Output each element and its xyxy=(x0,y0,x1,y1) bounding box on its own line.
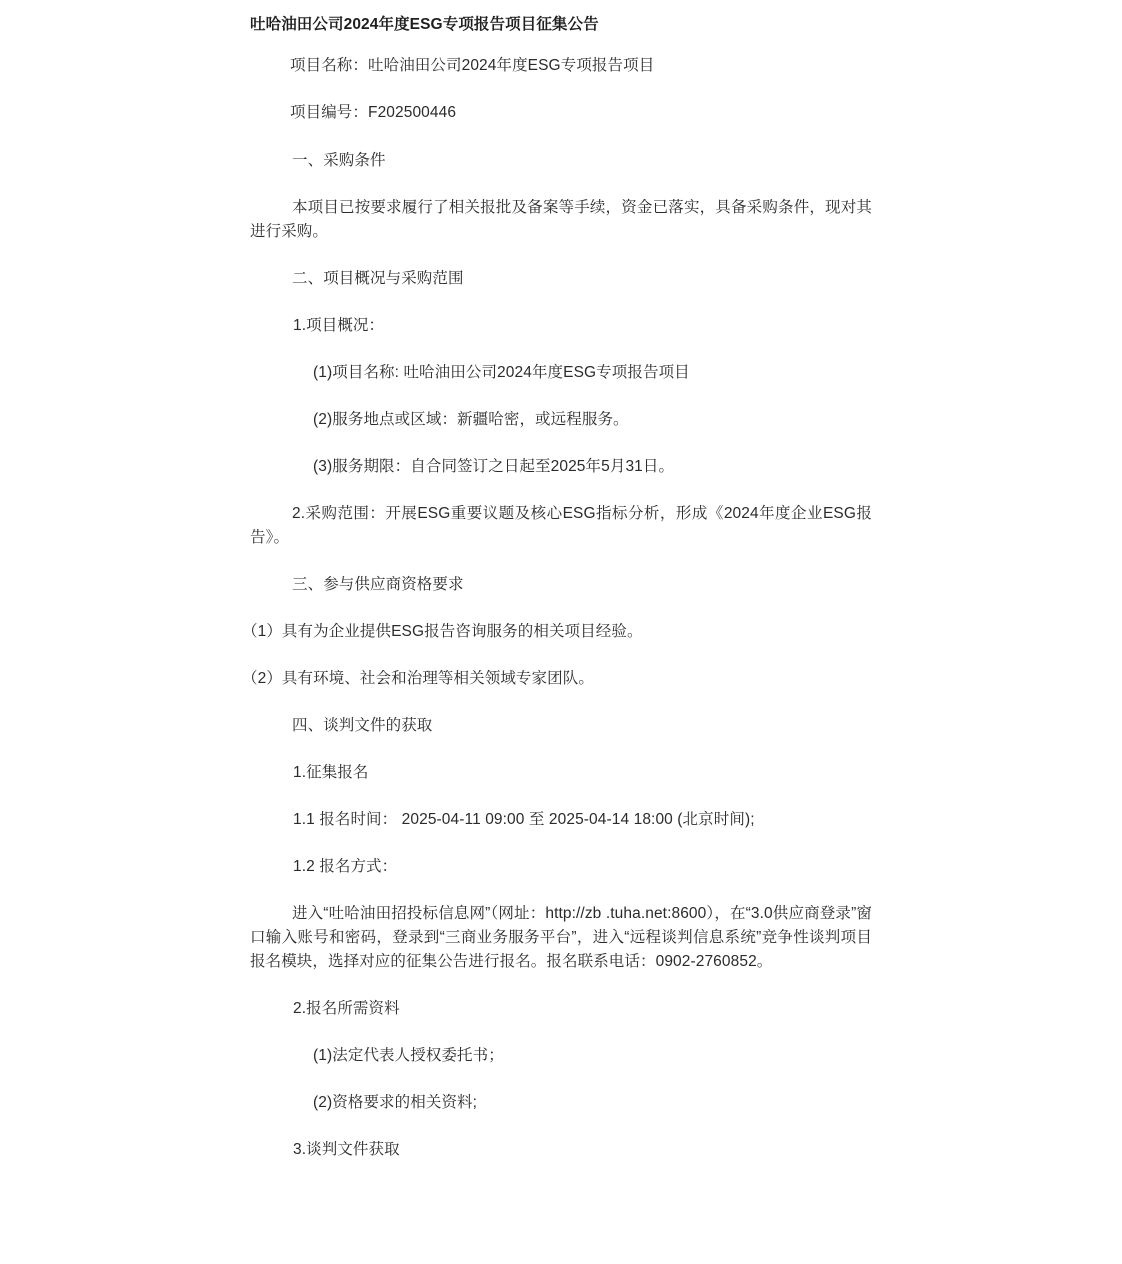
registration-time-line: 1.1 报名时间： 2025-04-11 09:00 至 2025-04-14 18:00 (北京时间); xyxy=(293,810,755,828)
section-four-item-2-sub-1: (1)法定代表人授权委托书； xyxy=(313,1046,504,1064)
registration-method-body: 进入“吐哈油田招投标信息网”（网址：http://zb .tuha.net:8600），在“3.0供应商登录”窗口输入账号和密码，登录到“三商业务服务平台”，进入“远程谈判信息系统”竞争性谈判项目报名模块，选择对应的征集公告进行报名。报名联系电话：0902-2760852。 xyxy=(250,904,872,970)
section-four-item-1: 1.征集报名 xyxy=(293,763,369,781)
section-four-item-2-sub-2: (2)资格要求的相关资料; xyxy=(313,1093,478,1111)
section-heading-one: 一、采购条件 xyxy=(292,151,386,169)
project-number-line: 项目编号：F202500446 xyxy=(290,104,457,122)
page-title: 吐哈油田公司2024年度ESG专项报告项目征集公告 xyxy=(250,16,599,33)
section-two-item-2: 2.采购范围：开展ESG重要议题及核心ESG指标分析，形成《2024年度企业ESG报告》。 xyxy=(250,504,872,546)
section-two-item-1-sub-1: (1)项目名称: 吐哈油田公司2024年度ESG专项报告项目 xyxy=(313,363,690,381)
section-two-item-1-sub-2: (2)服务地点或区域：新疆哈密，或远程服务。 xyxy=(313,410,629,428)
section-two-item-1-sub-3: (3)服务期限：自合同签订之日起至2025年5月31日。 xyxy=(313,457,675,475)
section-two-item-1: 1.项目概况： xyxy=(293,316,385,334)
section-heading-four: 四、谈判文件的获取 xyxy=(292,716,433,734)
section-three-item-1: （1）具有为企业提供ESG报告咨询服务的相关项目经验。 xyxy=(242,622,643,640)
section-four-item-3: 3.谈判文件获取 xyxy=(293,1140,400,1158)
section-heading-two: 二、项目概况与采购范围 xyxy=(292,269,464,287)
announcement-body xyxy=(242,14,872,1185)
registration-method-label: 1.2 报名方式： xyxy=(293,857,398,875)
section-four-item-2: 2.报名所需资料 xyxy=(293,999,400,1017)
section-heading-three: 三、参与供应商资格要求 xyxy=(292,575,464,593)
project-name-line: 项目名称：吐哈油田公司2024年度ESG专项报告项目 xyxy=(290,57,655,75)
section-three-item-2: （2）具有环境、社会和治理等相关领域专家团队。 xyxy=(242,669,594,687)
section-one-body: 本项目已按要求履行了相关报批及备案等手续，资金已落实，具备采购条件，现对其进行采购。 xyxy=(250,198,872,240)
